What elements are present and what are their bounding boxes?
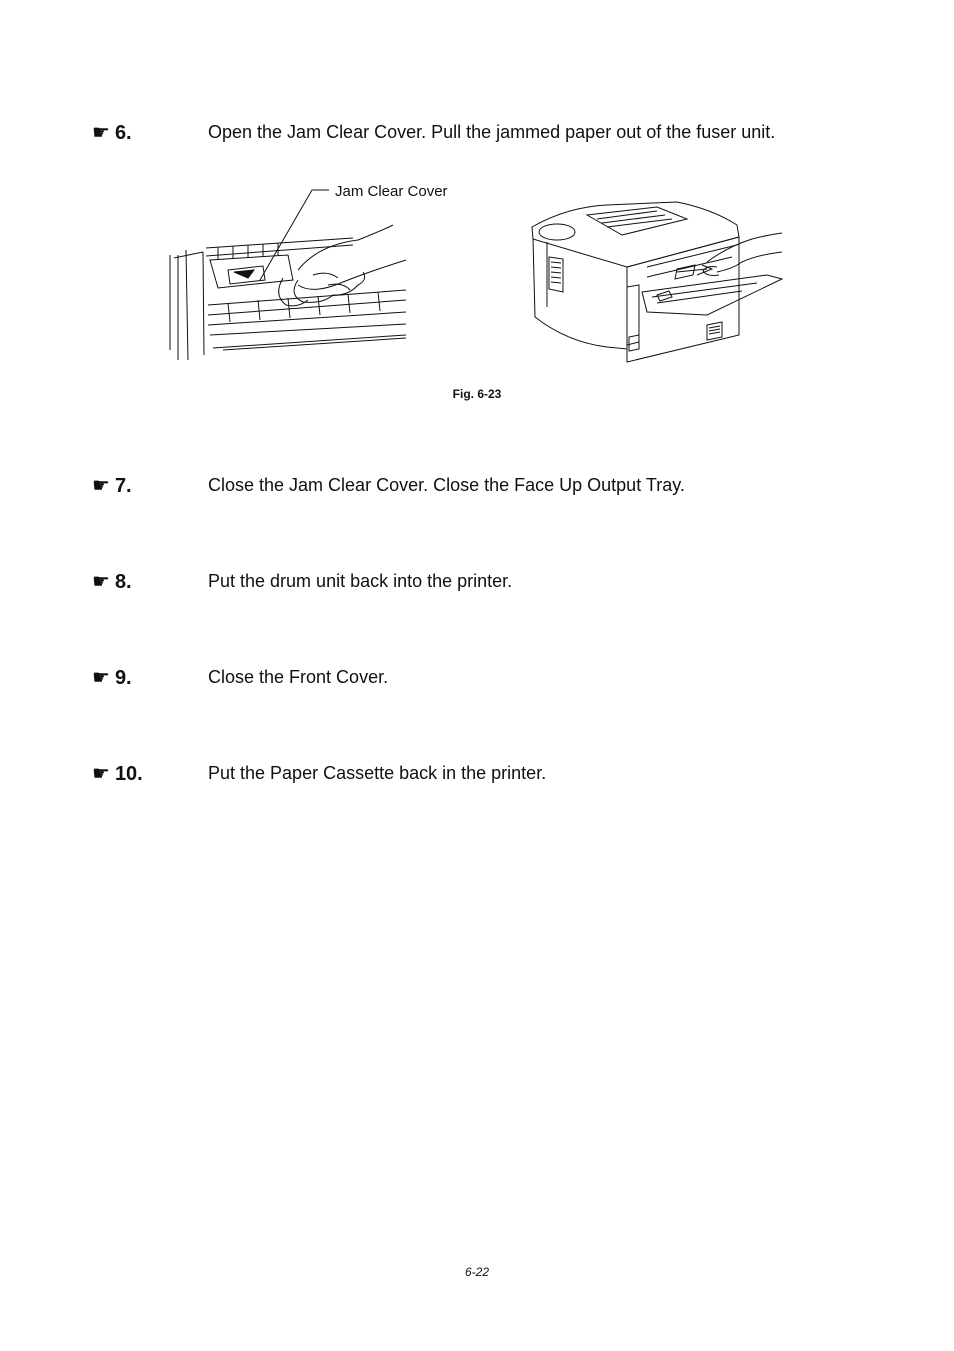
- step-number: 10.: [114, 763, 143, 785]
- step-number: 8.: [114, 571, 132, 593]
- pointing-hand-icon: ☛: [92, 571, 110, 593]
- step-text: Put the Paper Cassette back in the printer.: [208, 763, 547, 783]
- printer-rear-illustration: [527, 197, 787, 365]
- step-8: [92, 569, 872, 599]
- step-7: [92, 473, 872, 503]
- step-number: 9.: [114, 667, 132, 689]
- step-text: Close the Jam Clear Cover. Close the Face Up Output Tray.: [208, 475, 685, 495]
- pointing-hand-icon: ☛: [92, 667, 110, 689]
- step-number: 6.: [114, 122, 132, 144]
- step-9: [92, 665, 872, 695]
- pointing-hand-icon: ☛: [92, 475, 110, 497]
- figure-callout-label: Jam Clear Cover: [335, 183, 448, 200]
- step-text: Put the drum unit back into the printer.: [208, 571, 513, 591]
- fuser-jam-illustration: [168, 200, 408, 365]
- page-number: 6-22: [464, 1265, 490, 1279]
- pointing-hand-icon: ☛: [92, 763, 110, 785]
- step-text: Open the Jam Clear Cover. Pull the jammed paper out of the fuser unit.: [208, 122, 776, 142]
- step-number: 7.: [114, 475, 132, 497]
- step-6: [92, 120, 872, 150]
- step-text: Close the Front Cover.: [208, 667, 389, 687]
- step-10: [92, 761, 872, 791]
- figure-caption: Fig. 6-23: [452, 387, 502, 401]
- pointing-hand-icon: ☛: [92, 122, 110, 144]
